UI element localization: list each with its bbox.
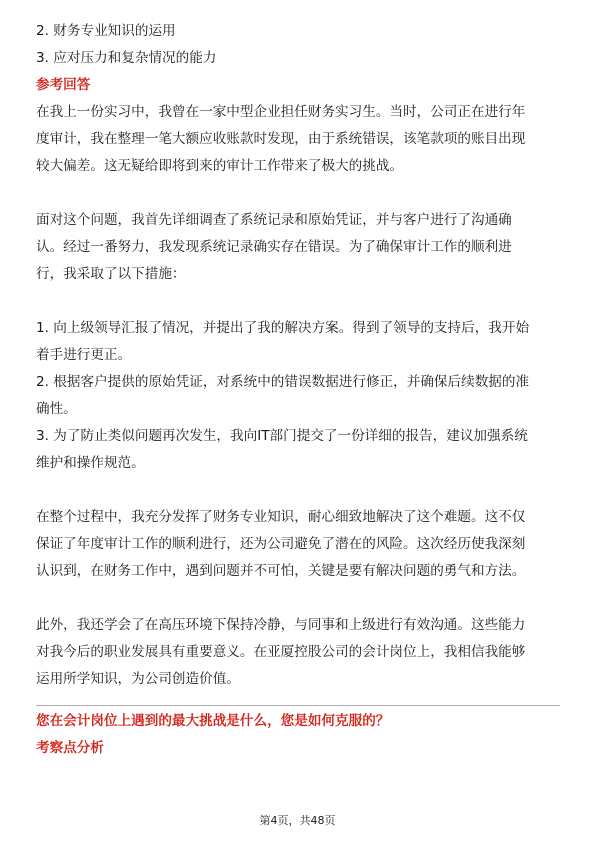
- paragraph-line: 在整个过程中，我充分发挥了财务专业知识，耐心细致地解决了这个难题。这不仅: [36, 509, 526, 525]
- section-heading: 考察点分析: [36, 740, 104, 756]
- list-item: 维护和操作规范。: [36, 455, 145, 471]
- list-item: 1. 向上级领导汇报了情况，并提出了我的解决方案。得到了领导的支持后，我开始: [36, 320, 530, 336]
- paragraph-line: 认。经过一番努力，我发现系统记录确实存在错误。为了确保审计工作的顺利进: [36, 239, 512, 255]
- list-item: 3. 为了防止类似问题再次发生，我向IT部门提交了一份详细的报告，建议加强系统: [36, 428, 528, 444]
- paragraph-3: [36, 504, 560, 585]
- paragraph-line: 面对这个问题，我首先详细调查了系统记录和原始凭证，并与客户进行了沟通确: [36, 212, 512, 228]
- document-page: [36, 18, 560, 762]
- answer-heading: 参考回答: [36, 77, 91, 93]
- paragraph-2: [36, 207, 560, 288]
- list-item: 着手进行更正。: [36, 347, 132, 363]
- paragraph-line: 在我上一份实习中，我曾在一家中型企业担任财务实习生。当时，公司正在进行年: [36, 104, 526, 120]
- paragraph-line: 认识到，在财务工作中，遇到问题并不可怕，关键是要有解决问题的勇气和方法。: [36, 563, 526, 579]
- measures-list: [36, 315, 560, 477]
- list-item: 确性。: [36, 401, 77, 417]
- list-item: 2. 财务专业知识的运用: [36, 23, 176, 39]
- paragraph-line: 运用所学知识，为公司创造价值。: [36, 671, 240, 687]
- paragraph-line: 行，我采取了以下措施：: [36, 266, 186, 282]
- paragraph-4: [36, 612, 560, 693]
- paragraph-line: 度审计，我在整理一笔大额应收账款时发现，由于系统错误，该笔款项的账目出现: [36, 131, 526, 147]
- question-heading: 您在会计岗位上遇到的最大挑战是什么，您是如何克服的？: [36, 713, 390, 729]
- paragraph-line: 对我今后的职业发展具有重要意义。在亚厦控股公司的会计岗位上，我相信我能够: [36, 644, 526, 660]
- page-number: 第4页，共48页: [259, 814, 336, 827]
- paragraph-1: [36, 99, 560, 180]
- section-divider: [36, 705, 560, 706]
- paragraph-line: 较大偏差。这无疑给即将到来的审计工作带来了极大的挑战。: [36, 158, 404, 174]
- paragraph-line: 此外，我还学会了在高压环境下保持冷静，与同事和上级进行有效沟通。这些能力: [36, 617, 526, 633]
- list-item: 3. 应对压力和复杂情况的能力: [36, 50, 217, 66]
- list-item: 2. 根据客户提供的原始凭证，对系统中的错误数据进行修正，并确保后续数据的准: [36, 374, 530, 390]
- paragraph-line: 保证了年度审计工作的顺利进行，还为公司避免了潜在的风险。这次经历使我深刻: [36, 536, 526, 552]
